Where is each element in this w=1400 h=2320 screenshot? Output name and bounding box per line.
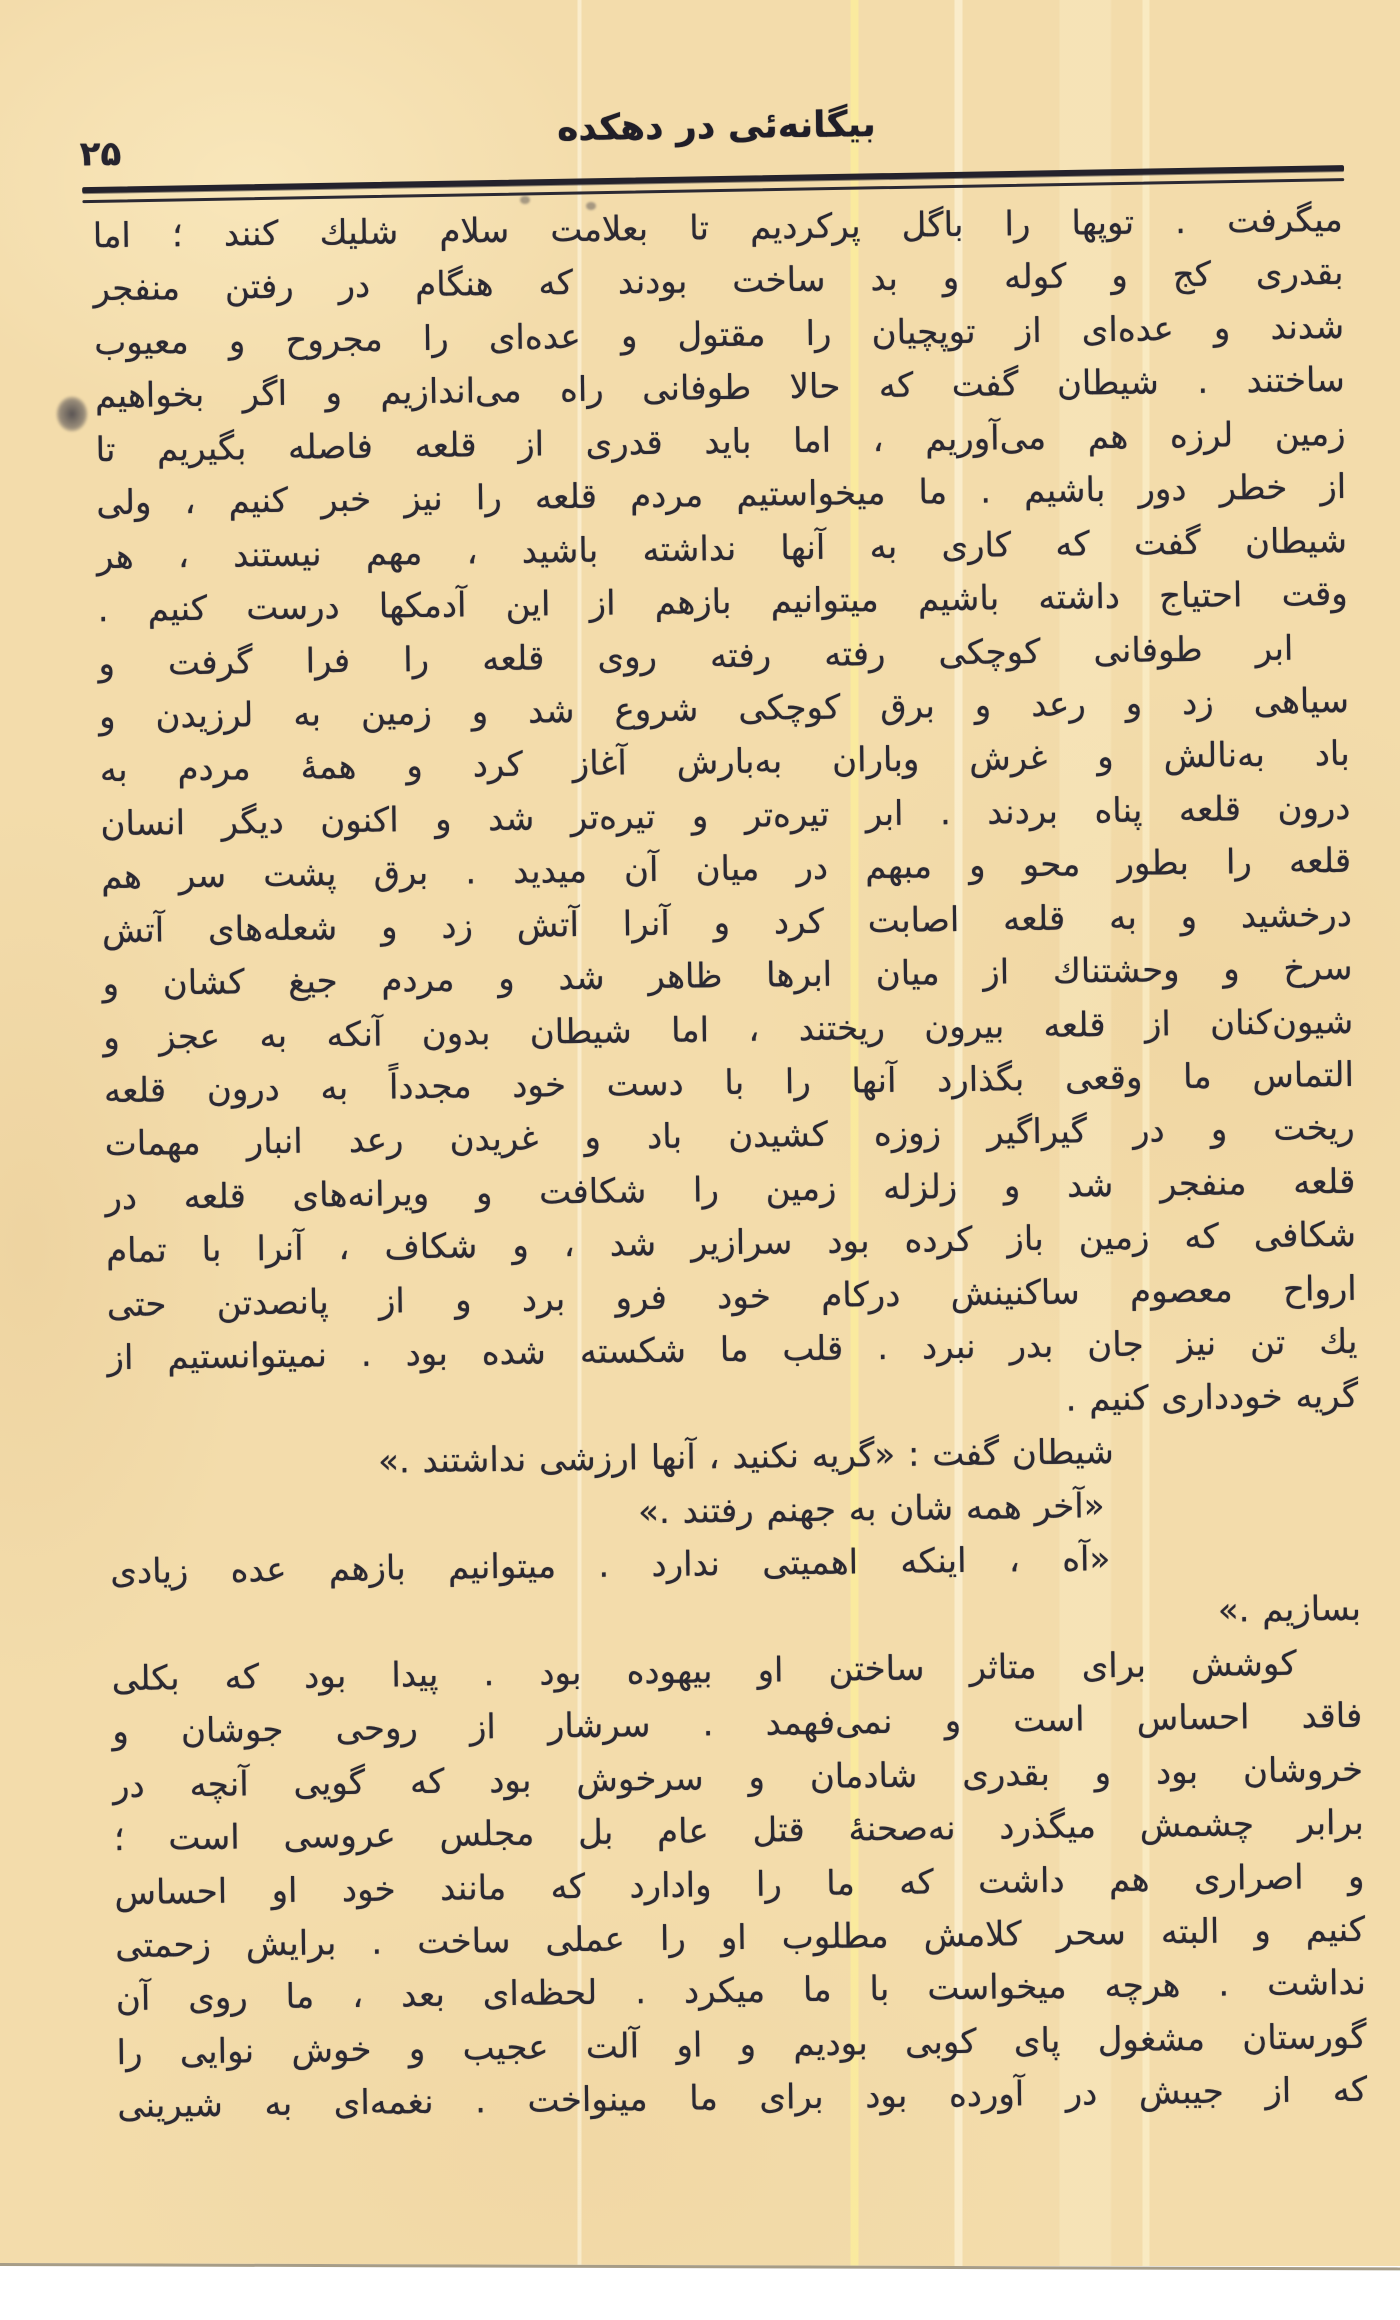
- text-line: شکافی که زمین باز کرده بود سرازیر شد ، و شکاف ، آنرا با تمام: [105, 1215, 1357, 1272]
- text-line: خروشان بود و بقدری شادمان و سرخوش بود که گویی آنچه در: [112, 1749, 1364, 1806]
- text-line: درخشید و به قلعه اصابت کرد و آنرا آتش زد و شعله‌های آتش: [101, 894, 1353, 951]
- text-line: میگرفت . توپها را باگل پرکردیم تا بعلامت سلام شلیك کنند ؛ اما: [92, 199, 1343, 257]
- chapter-title: بیگانه‌ئی در دهکده: [556, 104, 877, 150]
- text-line: باد به‌نالش و غرش وباران به‌بارش آغاز کرد و همهٔ مردم به: [99, 734, 1350, 791]
- text-line: یك تن نیز جان بدر نبرد . قلب ما شکسته شده بود . نمیتوانستیم از: [107, 1321, 1358, 1379]
- text-line: «آه ، اینکه اهمیتی ندارد . میتوانیم بازهم عده زیادی: [110, 1538, 1111, 1593]
- text-line: از خطر دور باشیم . ما میخواستیم مردم قلعه را نیز خبر کنیم ، ولی: [96, 467, 1347, 524]
- text-line: گریه خودداری کنیم .: [1065, 1375, 1359, 1420]
- text-line: فاقد احساس است و نمی‌فهمد . سرشار از روحی جوشان و: [112, 1696, 1363, 1753]
- page-number: ۲۵: [79, 133, 122, 175]
- text-line: کنیم و البته سحر کلامش مطلوب او را عملی ساخت . برایش زحمتی: [114, 1909, 1366, 1967]
- text-line: کوشش برای متاثر ساختن او بیهوده بود . پیدا بود که بکلی: [111, 1643, 1297, 1699]
- text-line: زمین لرزه هم می‌آوریم ، اما باید قدری از قلعه فاصله بگیریم تا: [95, 413, 1346, 470]
- ink-smudge: [56, 396, 88, 432]
- text-line: شیطان گفت که کاری به آنها نداشته باشید ، مهم نیستند ، هر: [96, 520, 1348, 577]
- body-text: [92, 194, 1367, 2134]
- text-line: وقت احتیاج داشته باشیم میتوانیم بازهم از این آدمکها درست کنیم .: [97, 573, 1348, 631]
- text-line: سیاهی زد و رعد و برق کوچکی شروع شد و زمین به لرزیدن و: [98, 680, 1350, 738]
- text-line: قلعه را بطور محو و مبهم در میان آن میدید . برق پشت سر هم: [100, 841, 1352, 898]
- text-line: بسازیم .»: [1217, 1589, 1362, 1632]
- text-line: نداشت . هرچه میخواست با ما میکرد . لحظه‌ای بعد ، ما روی آن: [115, 1963, 1367, 2020]
- text-line: ارواح معصوم ساکنینش درکام خود فرو برد و از پانصدتن حتی: [106, 1268, 1357, 1325]
- text-line: برابر چشمش میگذرد نه‌صحنهٔ قتل عام بل مجلس عروسی است ؛: [113, 1802, 1364, 1860]
- text-line: شدند و عده‌ای از توپچیان را مقتول و عده‌ای را مجروح و معیوب: [93, 306, 1345, 364]
- page-bottom-edge: [0, 2263, 1400, 2320]
- text-line: شیون‌کنان از قلعه بیرون ریختند ، اما شیطان بدون آنکه به عجز و: [103, 1001, 1354, 1058]
- page-content: [79, 54, 1368, 2170]
- text-line: گورستان مشغول پای کوبی بودیم و او آلت عجیب و خوش نوایی را: [116, 2016, 1367, 2073]
- text-line: ابر طوفانی کوچکی رفته رفته روی قلعه را فرا گرفت و: [98, 628, 1294, 684]
- text-line: سرخ و وحشتناك از میان ابرها ظاهر شد و مردم جیغ کشان و: [102, 947, 1353, 1005]
- text-line: که از جیبش در آورده بود برای ما مینواخت . نغمه‌ای به شیرینی: [117, 2070, 1368, 2127]
- text-line: شیطان گفت : «گریه نکنید ، آنها ارزشی نداشتند .»: [377, 1432, 1115, 1482]
- text-line: التماس ما وقعی بگذارد آنها را با دست خود مجدداً به درون قلعه: [103, 1054, 1355, 1112]
- text-line: ساختند . شیطان گفت که حالا طوفانی راه می‌اندازیم و اگر بخواهیم: [94, 360, 1346, 417]
- text-line: «آخر همه شان به جهنم رفتند .»: [637, 1485, 1105, 1532]
- text-line: و اصراری هم داشت که ما را وادارد که مانند خود او احساس: [114, 1856, 1365, 1913]
- text-line: درون قلعه پناه بردند . ابر تیره‌تر و تیره‌تر شد و اکنون دیگر انسان: [100, 787, 1351, 845]
- text-line: بقدری کج و کوله و بد ساخت بودند که هنگام در رفتن منفجر: [93, 253, 1344, 310]
- text-line: ریخت و در گیراگیر زوزه کشیدن باد و غریدن رعد انبار مهمات: [104, 1108, 1355, 1165]
- text-line: قلعه منفجر شد و زلزله زمین را شکافت و ویرانه‌های قلعه در: [105, 1161, 1356, 1219]
